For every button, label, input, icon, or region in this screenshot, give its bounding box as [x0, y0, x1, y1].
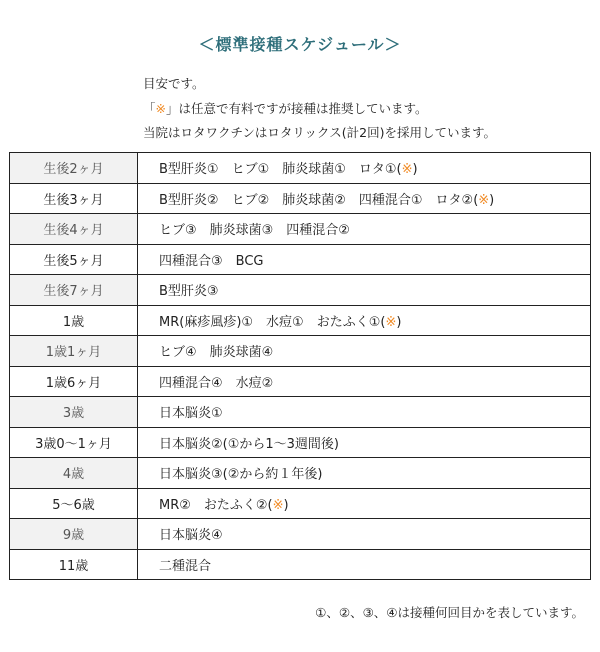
note-line-2-text: 」は任意で有料ですが接種は推奨しています。 [166, 100, 428, 116]
age-cell: 生後2ヶ月 [10, 153, 138, 184]
age-cell: 1歳 [10, 305, 138, 336]
table-row [10, 397, 591, 428]
optional-mark: ※ [155, 100, 166, 116]
table-row [10, 336, 591, 367]
optional-mark: ※ [272, 497, 284, 513]
table-row [10, 244, 591, 275]
optional-mark: ※ [401, 162, 413, 178]
vaccine-cell [138, 305, 591, 336]
age-cell: 4歳 [10, 458, 138, 489]
table-row [10, 458, 591, 489]
schedule-table [9, 152, 591, 580]
vaccine-text: 日本脳炎②(①から1～3週間後) [159, 436, 339, 452]
vaccine-text: 日本脳炎④ [159, 528, 223, 544]
schedule-body [10, 153, 591, 580]
vaccine-text: 四種混合④ 水痘② [159, 375, 274, 391]
vaccine-text: MR② おたふく②( [159, 497, 273, 513]
table-row [10, 305, 591, 336]
vaccine-text: 四種混合③ BCG [159, 253, 264, 269]
vaccine-text: ヒブ③ 肺炎球菌③ 四種混合② [159, 223, 350, 239]
table-row [10, 488, 591, 519]
vaccine-text: 二種混合 [159, 558, 212, 574]
vaccine-text-close: ) [283, 497, 289, 513]
vaccine-text: B型肝炎③ [159, 284, 219, 300]
note-line-3: 当院はロタワクチンはロタリックス(計2回)を採用しています。 [143, 125, 496, 140]
age-cell: 生後4ヶ月 [10, 214, 138, 245]
vaccine-cell [138, 183, 591, 214]
table-row [10, 153, 591, 184]
vaccine-text-close: ) [412, 162, 418, 178]
vaccine-text: MR(麻疹風疹)① 水痘① おたふく①( [159, 314, 386, 330]
optional-mark: ※ [385, 314, 397, 330]
vaccine-cell [138, 214, 591, 245]
vaccine-cell [138, 336, 591, 367]
vaccine-text: B型肝炎② ヒブ② 肺炎球菌② 四種混合① ロタ②( [159, 192, 479, 208]
vaccine-text: 日本脳炎③(②から約１年後) [159, 467, 323, 483]
age-cell: 3歳 [10, 397, 138, 428]
age-cell: 9歳 [10, 519, 138, 550]
vaccine-cell [138, 244, 591, 275]
vaccine-text: ヒブ④ 肺炎球菌④ [159, 345, 274, 361]
page-title: ＜標準接種スケジュール＞ [198, 35, 402, 54]
age-cell: 11歳 [10, 549, 138, 580]
note-bracket-open: 「 [143, 100, 156, 116]
table-row [10, 214, 591, 245]
vaccine-text: 日本脳炎① [159, 406, 223, 422]
optional-mark: ※ [478, 192, 490, 208]
age-cell: 生後5ヶ月 [10, 244, 138, 275]
notes [143, 72, 496, 146]
vaccine-cell [138, 366, 591, 397]
vaccine-cell [138, 275, 591, 306]
vaccine-text: B型肝炎① ヒブ① 肺炎球菌① ロタ①( [159, 162, 402, 178]
vaccine-text-close: ) [396, 314, 402, 330]
table-row [10, 549, 591, 580]
note-line-2 [143, 97, 496, 122]
age-cell: 1歳6ヶ月 [10, 366, 138, 397]
age-cell: 生後3ヶ月 [10, 183, 138, 214]
vaccine-cell [138, 458, 591, 489]
table-row [10, 519, 591, 550]
vaccine-cell [138, 427, 591, 458]
note-line-1: 目安です。 [143, 76, 205, 91]
vaccine-cell [138, 488, 591, 519]
vaccine-cell [138, 153, 591, 184]
age-cell: 1歳1ヶ月 [10, 336, 138, 367]
vaccine-cell [138, 549, 591, 580]
age-cell: 5～6歳 [10, 488, 138, 519]
table-row [10, 427, 591, 458]
table-row [10, 275, 591, 306]
vaccine-cell [138, 397, 591, 428]
table-row [10, 366, 591, 397]
footer-note: ①、②、③、④は接種何回目かを表しています。 [315, 605, 584, 620]
vaccine-cell [138, 519, 591, 550]
age-cell: 3歳0～1ヶ月 [10, 427, 138, 458]
table-row [10, 183, 591, 214]
age-cell: 生後7ヶ月 [10, 275, 138, 306]
vaccine-text-close: ) [489, 192, 495, 208]
